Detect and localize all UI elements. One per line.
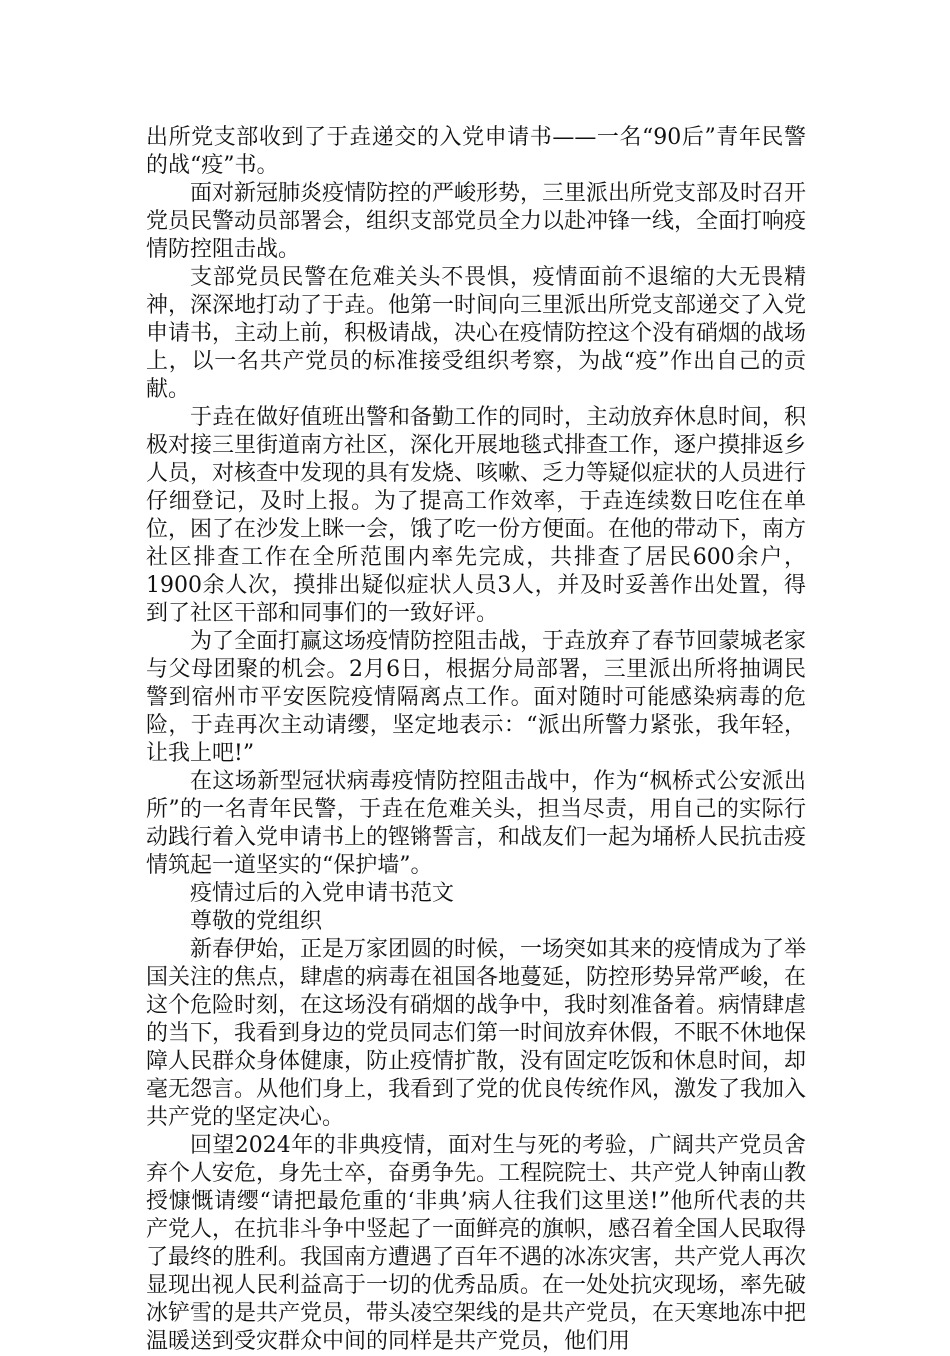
salutation: 尊敬的党组织 xyxy=(190,909,323,934)
paragraph: 支部党员民警在危难关头不畏惧，疫情面前不退缩的大无畏精神，深深地打动了于垚。他第一时间向三里派出所党支部递交了入党申请书，主动上前，积极请战，决心在疫情防控这个没有硝烟的战场上，以一名共产党员的标准接受组织考察，为战“疫”作出自己的贡献。 xyxy=(146,265,807,402)
document-body xyxy=(146,124,806,1356)
paragraph: 于垚在做好值班出警和备勤工作的同时，主动放弃休息时间，积极对接三里街道南方社区，深化开展地毯式排查工作，逐户摸排返乡人员，对核查中发现的具有发烧、咳嗽、乏力等疑似症状的人员进行仔细登记，及时上报。为了提高工作效率，于垚连续数日吃住在单位，困了在沙发上眯一会，饿了吃一份方便面。在他的带动下，南方社区排查工作在全所范围内率先完成，共排查了居民600余户，1900余人次，摸排出疑似症状人员3人，并及时妥善作出处置，得到了社区干部和同事们的一致好评。 xyxy=(146,405,807,626)
paragraph: 为了全面打赢这场疫情防控阻击战，于垚放弃了春节回蒙城老家与父母团聚的机会。2月6日，根据分局部署，三里派出所将抽调民警到宿州市平安医院疫情隔离点工作。面对随时可能感染病毒的危险，于垚再次主动请缨，坚定地表示：“派出所警力紧张，我年轻，让我上吧!” xyxy=(146,629,807,766)
paragraph: 新春伊始，正是万家团圆的时候，一场突如其来的疫情成为了举国关注的焦点，肆虐的病毒在祖国各地蔓延，防控形势异常严峻，在这个危险时刻，在这场没有硝烟的战争中，我时刻准备着。病情肆虐的当下，我看到身边的党员同志们第一时间放弃休假，不眠不休地保障人民群众身体健康，防止疫情扩散，没有固定吃饭和休息时间，却毫无怨言。从他们身上，我看到了党的优良传统作风，激发了我加入共产党的坚定决心。 xyxy=(146,937,807,1130)
section-title: 疫情过后的入党申请书范文 xyxy=(190,881,455,906)
paragraph: 在这场新型冠状病毒疫情防控阻击战中，作为“枫桥式公安派出所”的一名青年民警，于垚在危难关头，担当尽责，用自己的实际行动践行着入党申请书上的铿锵誓言，和战友们一起为埇桥人民抗击疫情筑起一道坚实的“保护墙”。 xyxy=(146,769,807,878)
paragraph-continuation: 出所党支部收到了于垚递交的入党申请书——一名“90后”青年民警的战“疫”书。 xyxy=(146,125,806,178)
paragraph: 面对新冠肺炎疫情防控的严峻形势，三里派出所党支部及时召开党员民警动员部署会，组织支部党员全力以赴冲锋一线，全面打响疫情防控阻击战。 xyxy=(146,181,807,262)
paragraph: 回望2024年的非典疫情，面对生与死的考验，广阔共产党员舍弃个人安危，身先士卒，奋勇争先。工程院院士、共产党人钟南山教授慷慨请缨“请把最危重的‘非典’病人往我们这里送!”他所代表的共产党人，在抗非斗争中竖起了一面鲜亮的旗帜，感召着全国人民取得了最终的胜利。我国南方遭遇了百年不遇的冰冻灾害，共产党人再次显现出视人民利益高于一切的优秀品质。在一处处抗灾现场，率先破冰铲雪的是共产党员，带头凌空架线的是共产党员，在天寒地冻中把温暖送到受灾群众中间的同样是共产党员，他们用 xyxy=(146,1133,807,1354)
